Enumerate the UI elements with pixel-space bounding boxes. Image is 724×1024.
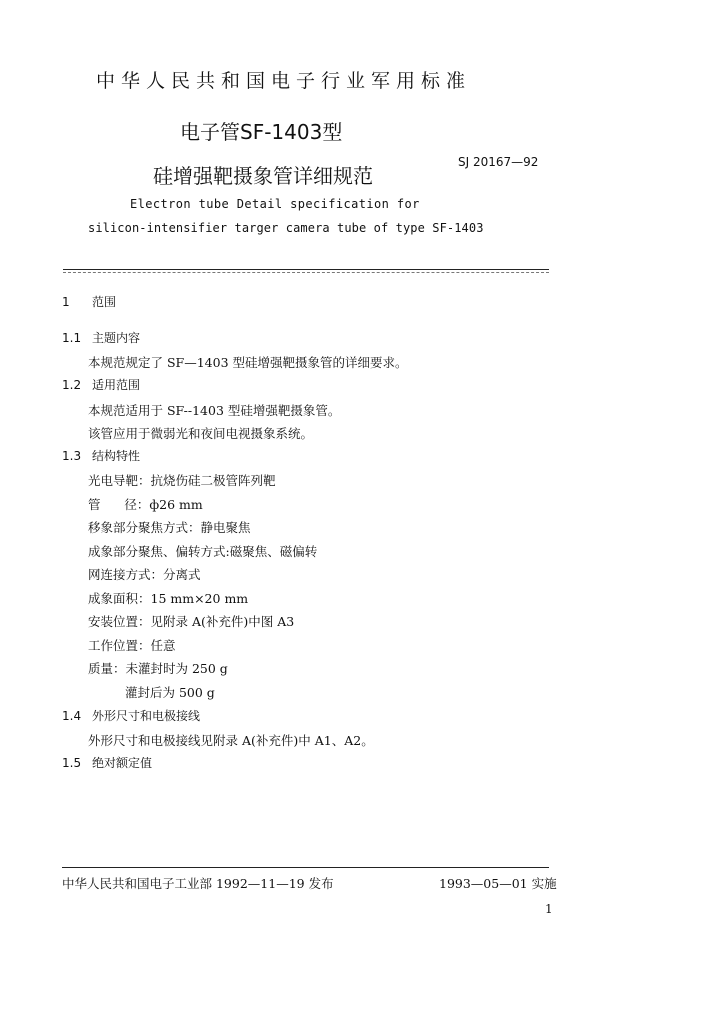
spec-item: 成象部分聚焦、偏转方式:磁聚焦、磁偏转 xyxy=(88,544,318,559)
issue-date: 中华人民共和国电子工业部 1992—11—19 发布 xyxy=(62,876,334,891)
section-title: 结构特性 xyxy=(92,449,141,463)
spec-item: 工作位置：任意 xyxy=(88,638,176,653)
subsection-1-3-heading xyxy=(62,447,140,464)
section-number: 1.4 xyxy=(62,709,82,723)
section-number: 1 xyxy=(62,295,70,309)
document-title-line-2: 硅增强靶摄象管详细规范 xyxy=(153,164,373,188)
section-title: 范围 xyxy=(92,295,117,309)
subsection-1-5-heading xyxy=(62,754,152,771)
spec-item: 网连接方式：分离式 xyxy=(88,567,201,582)
paragraph: 外形尺寸和电极接线见附录 A(补充件)中 A1、A2。 xyxy=(88,733,374,748)
section-number: 1.3 xyxy=(62,449,82,463)
spec-item: 管 径：ф26 mm xyxy=(88,497,203,512)
english-title-line-2: silicon-intensifier targer camera tube of type SF-1403 xyxy=(88,221,484,235)
implementation-date: 1993—05—01 实施 xyxy=(439,876,557,891)
paragraph: 该管应用于微弱光和夜间电视摄象系统。 xyxy=(88,426,314,441)
paragraph: 本规范规定了 SF—1403 型硅增强靶摄象管的详细要求。 xyxy=(88,355,408,370)
page-number: 1 xyxy=(545,902,553,916)
section-title: 外形尺寸和电极接线 xyxy=(92,709,201,723)
spec-item: 光电导靶：抗烧伤硅二极管阵列靶 xyxy=(88,473,276,488)
english-title-line-1: Electron tube Detail specification for xyxy=(130,197,420,211)
subsection-1-4-heading xyxy=(62,707,200,724)
spec-item: 灌封后为 500 g xyxy=(125,685,215,700)
header-divider-secondary xyxy=(63,272,549,273)
section-number: 1.1 xyxy=(62,331,82,345)
spec-item: 成象面积：15 mm×20 mm xyxy=(88,591,249,606)
section-title: 主题内容 xyxy=(92,331,141,345)
subsection-1-1-heading xyxy=(62,329,140,346)
header-divider xyxy=(63,269,549,270)
spec-item: 安装位置：见附录 A(补充件)中图 A3 xyxy=(88,614,295,629)
footer-divider xyxy=(62,867,549,868)
paragraph: 本规范适用于 SF--1403 型硅增强靶摄象管。 xyxy=(88,403,341,418)
section-number: 1.2 xyxy=(62,378,82,392)
section-1-heading xyxy=(62,293,116,310)
spec-item: 移象部分聚焦方式：静电聚焦 xyxy=(88,520,251,535)
document-title-line-1: 电子管SF-1403型 xyxy=(180,120,343,144)
subsection-1-2-heading xyxy=(62,376,140,393)
section-title: 绝对额定值 xyxy=(92,756,153,770)
section-number: 1.5 xyxy=(62,756,82,770)
standard-number: SJ 20167—92 xyxy=(458,155,539,169)
section-title: 适用范围 xyxy=(92,378,141,392)
issuing-organization-heading: 中华人民共和国电子行业军用标准 xyxy=(96,70,472,92)
spec-item: 质量：未灌封时为 250 g xyxy=(88,661,228,676)
